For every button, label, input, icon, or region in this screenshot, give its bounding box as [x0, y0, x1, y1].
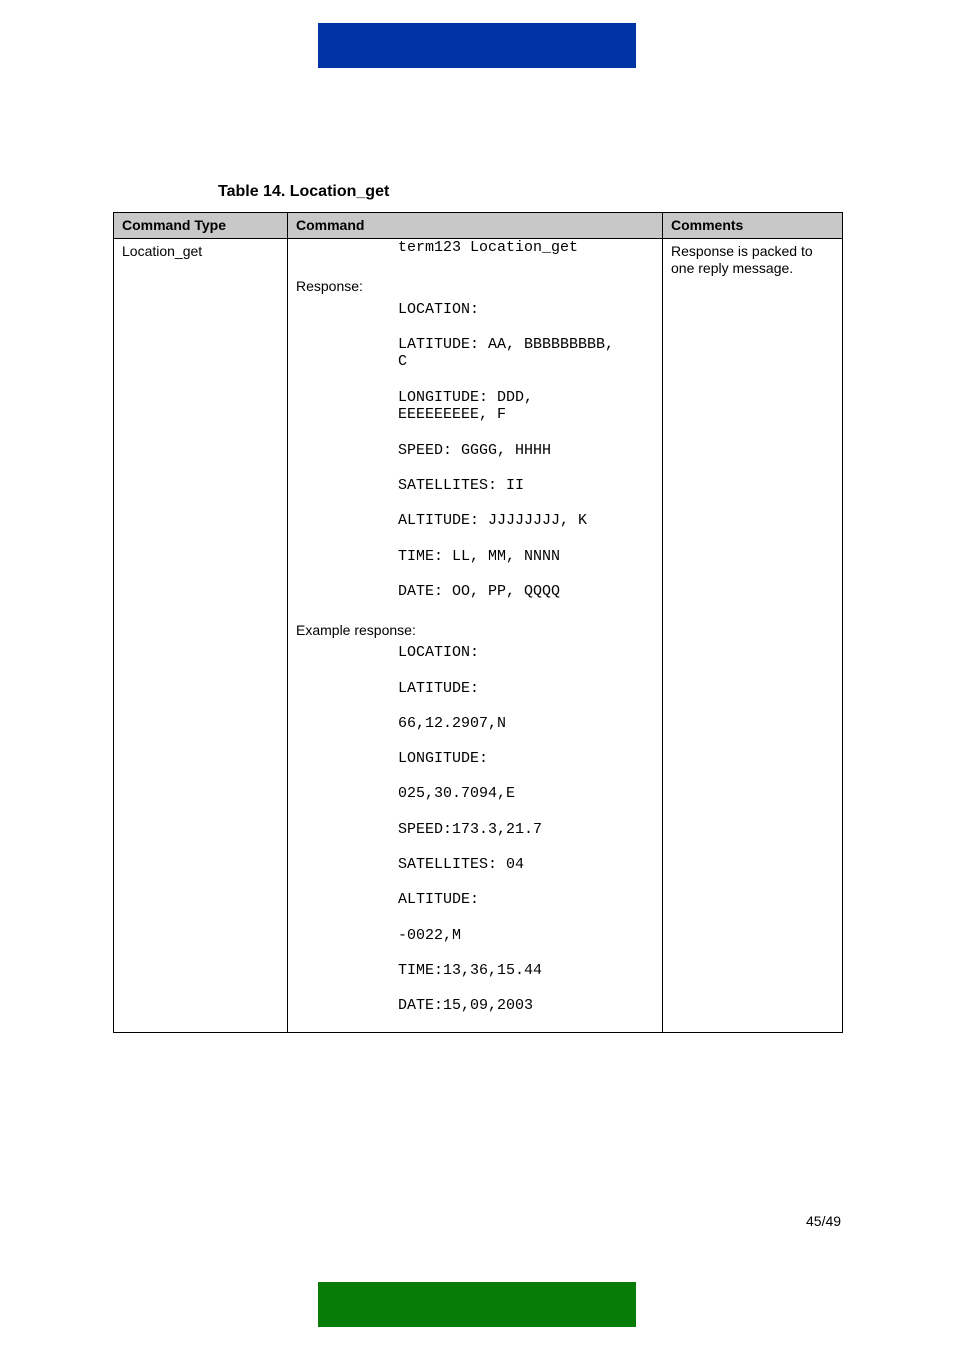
example-line: LOCATION: [398, 644, 480, 661]
column-header-comments: Comments [663, 213, 843, 239]
response-line: DATE: OO, PP, QQQQ [398, 583, 561, 600]
comments-cell [663, 239, 843, 1033]
response-line: ALTITUDE: JJJJJJJJ, K [398, 512, 588, 529]
page-number: 45/49 [806, 1213, 842, 1229]
column-header-command: Command [288, 213, 663, 239]
table-header-row [114, 213, 843, 239]
command-cell [288, 239, 663, 1033]
example-line: -0022,M [398, 927, 462, 944]
response-line: LATITUDE: AA, BBBBBBBBB, [398, 336, 615, 353]
response-line: LOCATION: [398, 301, 480, 318]
column-header-command-type: Command Type [114, 213, 288, 239]
command-text: term123 Location_get [398, 239, 579, 256]
example-line: 66,12.2907,N [398, 715, 507, 732]
example-line: SPEED:173.3,21.7 [398, 821, 543, 838]
response-line: SPEED: GGGG, HHHH [398, 442, 552, 459]
header-color-bar [318, 23, 636, 68]
example-response-label: Example response: [296, 622, 416, 638]
response-line: SATELLITES: II [398, 477, 525, 494]
example-line: SATELLITES: 04 [398, 856, 525, 873]
example-line: 025,30.7094,E [398, 785, 516, 802]
response-line: EEEEEEEEE, F [398, 406, 507, 423]
comments-text: Response is packed to one reply message. [671, 243, 813, 276]
response-label: Response: [296, 278, 363, 294]
response-line: TIME: LL, MM, NNNN [398, 548, 561, 565]
table-row [114, 239, 843, 1033]
footer-color-bar [318, 1282, 636, 1327]
command-table [113, 212, 843, 1033]
response-line: LONGITUDE: DDD, [398, 389, 534, 406]
example-line: ALTITUDE: [398, 891, 480, 908]
command-type-cell [114, 239, 288, 1033]
table-caption: Table 14. Location_get [218, 183, 390, 200]
example-line: LATITUDE: [398, 680, 480, 697]
example-line: TIME:13,36,15.44 [398, 962, 543, 979]
example-line: LONGITUDE: [398, 750, 489, 767]
command-type-value: Location_get [122, 243, 203, 259]
example-line: DATE:15,09,2003 [398, 997, 534, 1014]
response-line: C [398, 353, 408, 370]
